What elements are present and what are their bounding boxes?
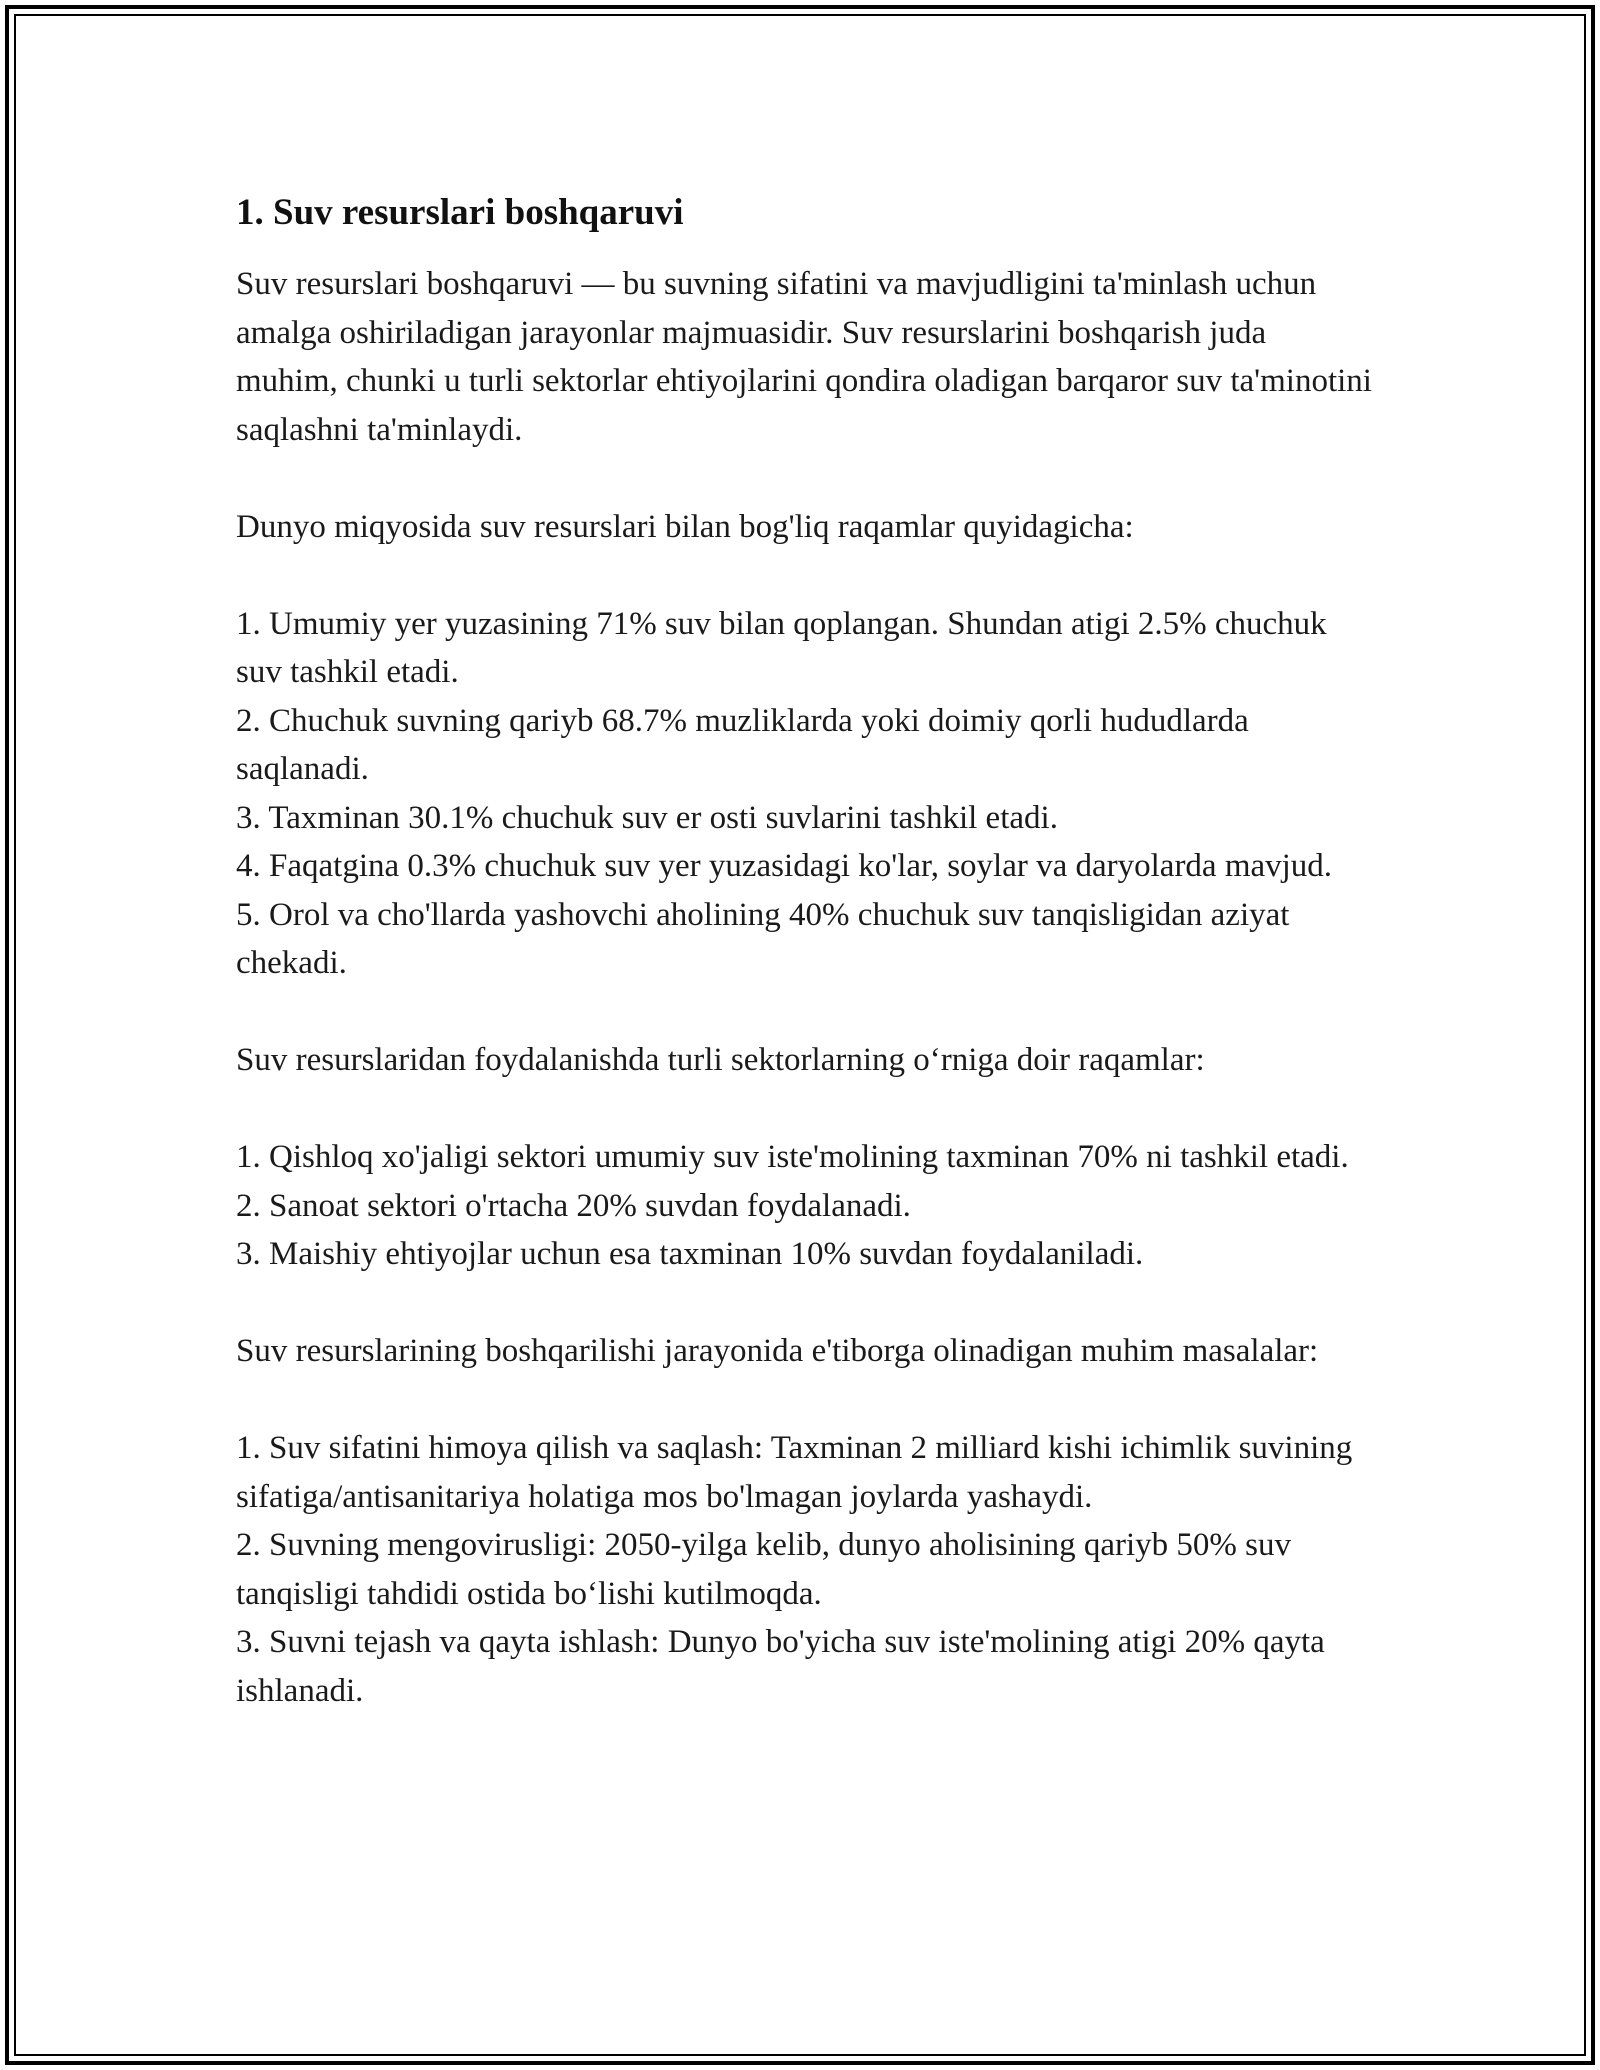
paragraph-spacer [236,1376,1376,1425]
management-issues-item-2: 2. Suvning mengovirusligi: 2050-yilga kelib, dunyo aholisining qariyb 50% suv tanqisligi tahdidi ostida bo‘lishi kutilmoqda. [236,1527,1292,1612]
document-body [236,186,1376,1715]
paragraph-spacer [236,454,1376,503]
global-figures-item-3: 3. Taxminan 30.1% chuchuk suv er osti suvlarini tashkil etadi. [236,799,1058,836]
sector-usage-lead: Suv resurslaridan foydalanishda turli sektorlarning o‘rniga doir raqamlar: [236,1042,1205,1078]
intro-paragraph: Suv resurslari boshqaruvi — bu suvning sifatini va mavjudligini ta'minlash uchun amalga oshiriladigan jarayonlar majmuasidir. Suv resurslarini boshqarish juda muhim, chunki u turli sektorlar ehtiyojlarini qondira oladigan barqaror suv ta'minotini saqlashni ta'minlaydi. [236,266,1372,448]
paragraph-spacer [236,988,1376,1037]
global-figures-item-2: 2. Chuchuk suvning qariyb 68.7% muzliklarda yoki doimiy qorli hududlarda saqlanadi. [236,702,1249,787]
paragraph-spacer [236,1085,1376,1134]
global-figures-item-4: 4. Faqatgina 0.3% chuchuk suv yer yuzasidagi ko'lar, soylar va daryolarda mavjud. [236,848,1333,884]
sector-usage-item-1: 1. Qishloq xo'jaligi sektori umumiy suv iste'molining taxminan 70% ni tashkil etadi. [236,1139,1349,1175]
global-figures-item-1: 1. Umumiy yer yuzasining 71% suv bilan qoplangan. Shundan atigi 2.5% chuchuk suv tashkil etadi. [236,605,1327,690]
sector-usage-item-2: 2. Sanoat sektori o'rtacha 20% suvdan foydalanadi. [236,1187,911,1224]
paragraph-spacer [236,1279,1376,1328]
global-figures-item-5: 5. Orol va cho'llarda yashovchi aholining 40% chuchuk suv tanqisligidan aziyat chekadi. [236,896,1290,981]
paragraph-spacer [236,551,1376,600]
section-heading: 1. Suv resurslari boshqaruvi [236,192,684,233]
management-issues-lead: Suv resurslarining boshqarilishi jarayonida e'tiborga olinadigan muhim masalalar: [236,1333,1319,1369]
global-figures-lead: Dunyo miqyosida suv resurslari bilan bog'liq raqamlar quyidagicha: [236,508,1134,545]
management-issues-item-3: 3. Suvni tejash va qayta ishlash: Dunyo bo'yicha suv iste'molining atigi 20% qayta ishlanadi. [236,1624,1325,1709]
sector-usage-item-3: 3. Maishiy ehtiyojlar uchun esa taxminan 10% suvdan foydalaniladi. [236,1236,1144,1272]
management-issues-item-1: 1. Suv sifatini himoya qilish va saqlash: Taxminan 2 milliard kishi ichimlik suvining sifatiga/antisanitariya holatiga mos bo'lmagan joylarda yashaydi. [236,1430,1353,1515]
